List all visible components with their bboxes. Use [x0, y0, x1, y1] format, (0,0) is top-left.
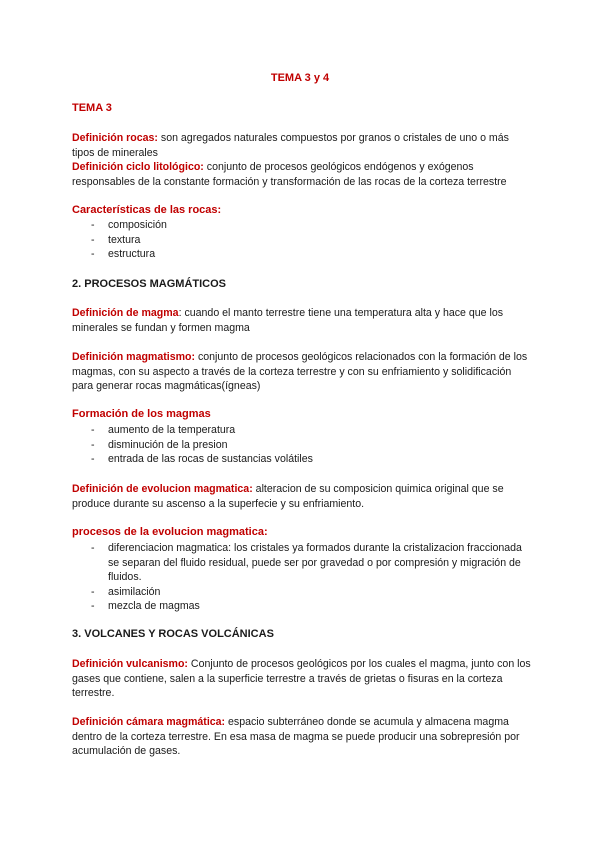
def-camara-paragraph: [72, 715, 532, 759]
caracteristicas-list: [72, 218, 532, 262]
def-vulcanismo-paragraph: [72, 657, 532, 701]
caracteristicas-heading: Características de las rocas:: [72, 204, 222, 216]
list-item: - diferenciacion magmatica: los cristales ya formados durante la cristalizacion fraccionada se separan del fluido residual, puede ser por gravedad o por compresión y migración de fluidos.: [72, 541, 532, 585]
def-vulcanismo-term: Definición vulcanismo:: [72, 658, 188, 670]
def-rocas-term: Definición rocas:: [72, 132, 158, 144]
formacion-list: [72, 423, 532, 467]
def-ciclo-paragraph: [72, 160, 534, 189]
def-camara-text: espacio subterráneo donde se acumula y almacena magma dentro de la corteza terrestre. En esa masa de magma se puede producir una sobrepresión por acumulación de gases.: [72, 716, 520, 758]
list-item: - textura: [72, 233, 532, 248]
formacion-heading: Formación de los magmas: [72, 408, 211, 420]
list-item: - composición: [72, 218, 532, 233]
def-vulcanismo-text: Conjunto de procesos geológicos por los cuales el magma, junto con los gases que contiene, salen a la superficie terrestre a través de grietas o fisuras en la corteza terrestre.: [72, 658, 531, 700]
def-evolucion-paragraph: [72, 482, 532, 511]
def-camara-term: Definición cámara magmática:: [72, 716, 226, 728]
def-ciclo-text: conjunto de procesos geológicos endógenos y exógenos responsables de la constante formación y transformación de las rocas de la corteza terrestre: [72, 161, 507, 188]
list-item: - asimilación: [72, 585, 532, 600]
def-magma-term: Definición de magma: [72, 307, 179, 319]
def-evolucion-term: Definición de evolucion magmatica:: [72, 483, 253, 495]
list-item: - aumento de la temperatura: [72, 423, 532, 438]
list-item: - disminución de la presion: [72, 438, 532, 453]
list-item: - estructura: [72, 247, 532, 262]
def-magmatismo-term: Definición magmatismo:: [72, 351, 196, 363]
tema3-heading: TEMA 3: [72, 102, 112, 114]
procesos-heading: procesos de la evolucion magmatica:: [72, 526, 268, 538]
def-magmatismo-text: conjunto de procesos geológicos relacionados con la formación de los magmas, con su aspecto a través de la corteza terrestre y con su enfriamiento y solidificación para generar rocas magmáticas(ígneas): [72, 351, 528, 393]
def-magma-paragraph: [72, 306, 532, 335]
def-rocas-text: son agregados naturales compuestos por granos o cristales de uno o más tipos de minerales: [72, 132, 509, 159]
section-3-heading: 3. VOLCANES Y ROCAS VOLCÁNICAS: [72, 628, 274, 640]
list-item: - entrada de las rocas de sustancias volátiles: [72, 452, 532, 467]
def-rocas-paragraph: [72, 131, 532, 160]
document-title: TEMA 3 y 4: [270, 72, 330, 84]
section-2-heading: 2. PROCESOS MAGMÁTICOS: [72, 278, 227, 290]
def-magmatismo-paragraph: [72, 350, 532, 394]
def-ciclo-term: Definición ciclo litológico:: [72, 161, 204, 173]
def-evolucion-text: alteracion de su composicion quimica original que se produce durante su ascenso a la superfecie y su enfriamiento.: [72, 483, 504, 510]
procesos-list: [72, 541, 532, 614]
list-item: - mezcla de magmas: [72, 599, 532, 614]
def-magma-text: : cuando el manto terrestre tiene una temperatura alta y hace que los minerales se fundan y formen magma: [72, 307, 504, 334]
